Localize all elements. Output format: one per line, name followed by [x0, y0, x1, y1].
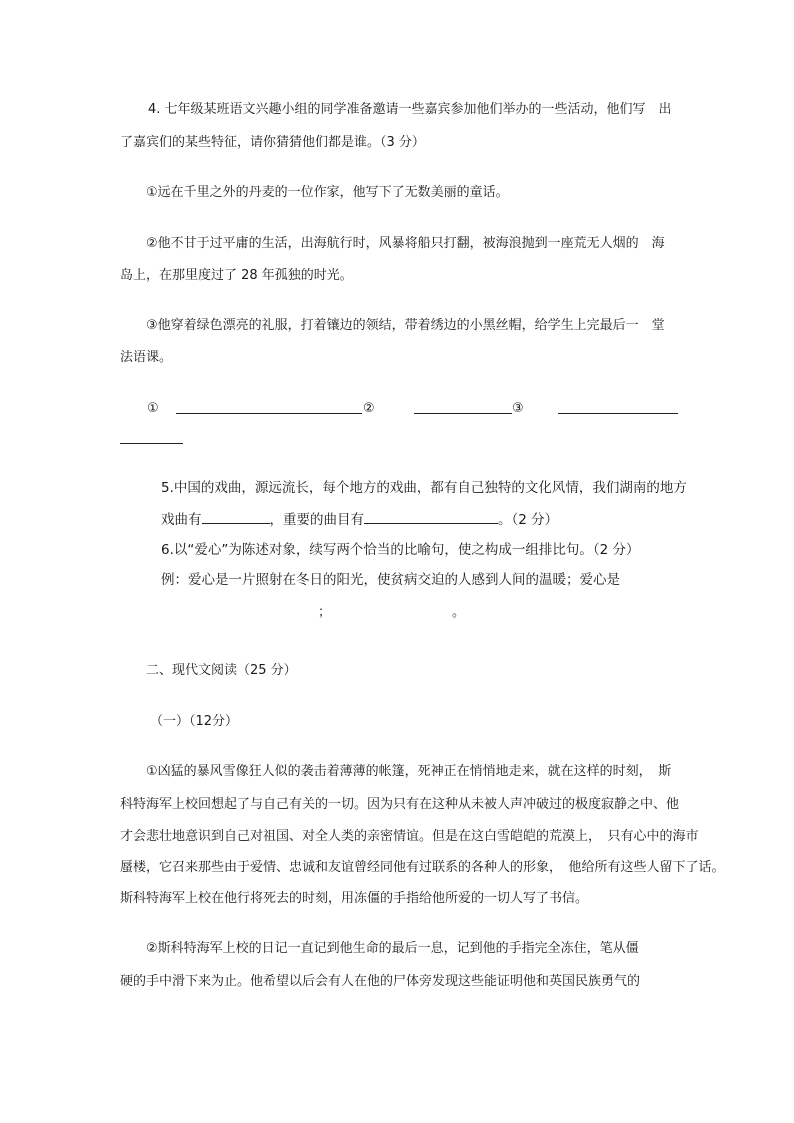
q4-item-1: ①远在千里之外的丹麦的一位作家，他写下了无数美丽的童话。 [146, 185, 509, 200]
passage-p1-line1: ①凶猛的暴风雪像狂人似的袭击着薄薄的帐篷，死神正在悄悄地走来，就在这样的时刻， 斯 [146, 764, 672, 779]
q5-blank-opera[interactable] [202, 511, 270, 524]
q5-blank-repertoire[interactable] [364, 511, 498, 524]
passage-p1-line4: 蜃楼，它召来那些由于爱情、忠诚和友谊曾经同他有过联系的各种人的形象， 他给所有这些人留下了话。 [120, 860, 725, 875]
passage-p1-line5: 斯科特海军上校在他行将死去的时刻，用冻僵的手指给他所爱的一切人写了书信。 [120, 891, 589, 906]
q6-period: 。 [452, 605, 466, 620]
q6-line1: 6.以“爱心”为陈述对象，续写两个恰当的比喻句，使之构成一组排比句。（2 分） [161, 542, 640, 558]
q4-item-3-line1: ③他穿着绿色漂亮的礼服，打着镶边的领结，带着绣边的小黑丝帽，给学生上完最后一 堂 [146, 318, 665, 333]
q4-item-2-line1: ②他不甘于过平庸的生活，出海航行时，风暴将船只打翻，被海浪抛到一座荒无人烟的 海 [146, 236, 665, 251]
passage-p1-line2: 科特海军上校回想起了与自己有关的一切。因为只有在这种从未被人声冲破过的极度寂静之中、他 [120, 797, 680, 812]
passage-p1-line3: 才会悲壮地意识到自己对祖国、对全人类的亲密情谊。但是在这白雪皑皑的荒漠上， 只有心中的海市 [120, 829, 699, 844]
q5-line1: 5.中国的戏曲，源远流长，每个地方的戏曲，都有自己独特的文化风情，我们湖南的地方 [161, 480, 687, 496]
q4-answer-blank-3[interactable] [558, 413, 678, 414]
q5-score: 。（2 分） [498, 512, 559, 528]
q4-answer-mark-2: ② [363, 401, 375, 416]
q5-label-repertoire: ，重要的曲目有 [269, 512, 364, 528]
q4-answer-blank-3-cont[interactable] [120, 443, 183, 444]
q5-label-opera: 戏曲有 [161, 512, 202, 528]
section2-subheading: （一）（12分） [150, 714, 239, 729]
q4-intro-line1: 4. 七年级某班语文兴趣小组的同学准备邀请一些嘉宾参加他们举办的一些活动，他们写 出 [148, 102, 672, 117]
passage-p2-line1: ②斯科特海军上校的日记一直记到他生命的最后一息，记到他的手指完全冻住，笔从僵 [146, 941, 639, 956]
q4-item-3-line2: 法语课。 [120, 350, 173, 365]
q4-answer-mark-1: ① [147, 401, 159, 416]
section2-heading: 二、现代文阅读（25 分） [146, 663, 297, 678]
q4-answer-blank-1[interactable] [176, 413, 362, 414]
passage-p2-line2: 硬的手中滑下来为止。他希望以后会有人在他的尸体旁发现这些能证明他和英国民族勇气的 [120, 974, 641, 989]
q5-line2 [161, 511, 558, 529]
q4-answer-mark-3: ③ [512, 401, 524, 416]
q4-answer-blank-2[interactable] [414, 413, 512, 414]
q6-semicolon: ； [318, 605, 332, 620]
q6-example: 例：爱心是一片照射在冬日的阳光，使贫病交迫的人感到人间的温暖；爱心是 [161, 572, 620, 588]
q4-item-2-line2: 岛上，在那里度过了 28 年孤独的时光。 [120, 268, 353, 283]
q4-intro-line2: 了嘉宾们的某些特征，请你猜猜他们都是谁。（3 分） [120, 135, 425, 150]
